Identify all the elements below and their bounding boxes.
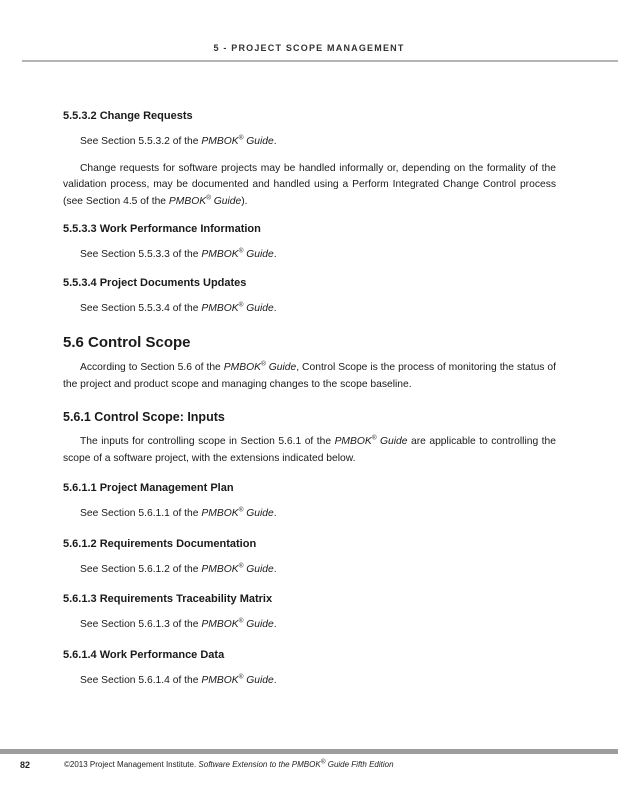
paragraph-5-5-3-3: See Section 5.5.3.3 of the PMBOK® Guide. (80, 247, 277, 260)
heading-5-6: 5.6 Control Scope (63, 334, 191, 351)
paragraph-5-6-1-3: See Section 5.6.1.3 of the PMBOK® Guide. (80, 617, 277, 630)
heading-5-5-3-4: 5.5.3.4 Project Documents Updates (63, 276, 247, 289)
heading-5-6-1-2: 5.6.1.2 Requirements Documentation (63, 537, 257, 550)
footer-bar (0, 749, 618, 754)
heading-5-6-1-4: 5.6.1.4 Work Performance Data (63, 648, 225, 661)
paragraph-5-6-1-1: See Section 5.6.1.1 of the PMBOK® Guide. (80, 506, 277, 519)
header-rule (22, 60, 618, 62)
paragraph-5-6-1: The inputs for controlling scope in Section 5.6.1 of the PMBOK® Guide are applicable to controlling the scope of a software project, with the extensions indicated below. (63, 434, 556, 464)
paragraph-5-5-3-4: See Section 5.5.3.4 of the PMBOK® Guide. (80, 301, 277, 314)
heading-5-6-1-1: 5.6.1.1 Project Management Plan (63, 482, 234, 494)
heading-5-5-3-2: 5.5.3.2 Change Requests (63, 110, 193, 122)
paragraph-5-5-3-2-body: Change requests for software projects may be handled informally or, depending on the formality of the validation process, may be documented and handled using a Perform Integrated Change Control process (see Section 4.5 of the PMBOK® Guide). (63, 162, 556, 207)
heading-5-6-1: 5.6.1 Control Scope: Inputs (63, 410, 225, 424)
footer-copyright: ©2013 Project Management Institute. Software Extension to the PMBOK® Guide Fifth Edition (64, 758, 394, 769)
paragraph-5-6-1-4: See Section 5.6.1.4 of the PMBOK® Guide. (80, 673, 277, 686)
running-header: 5 - PROJECT SCOPE MANAGEMENT (213, 43, 405, 53)
paragraph-5-6: According to Section 5.6 of the PMBOK® Guide, Control Scope is the process of monitoring the status of the project and product scope and managing changes to the scope baseline. (63, 360, 557, 390)
paragraph-5-6-1-2: See Section 5.6.1.2 of the PMBOK® Guide. (80, 562, 277, 575)
page-content (63, 109, 556, 701)
paragraph-5-5-3-2-ref: See Section 5.5.3.2 of the PMBOK® Guide. (80, 134, 277, 147)
page-number: 82 (20, 760, 31, 770)
heading-5-5-3-3: 5.5.3.3 Work Performance Information (63, 223, 261, 235)
heading-5-6-1-3: 5.6.1.3 Requirements Traceability Matrix (63, 593, 273, 605)
